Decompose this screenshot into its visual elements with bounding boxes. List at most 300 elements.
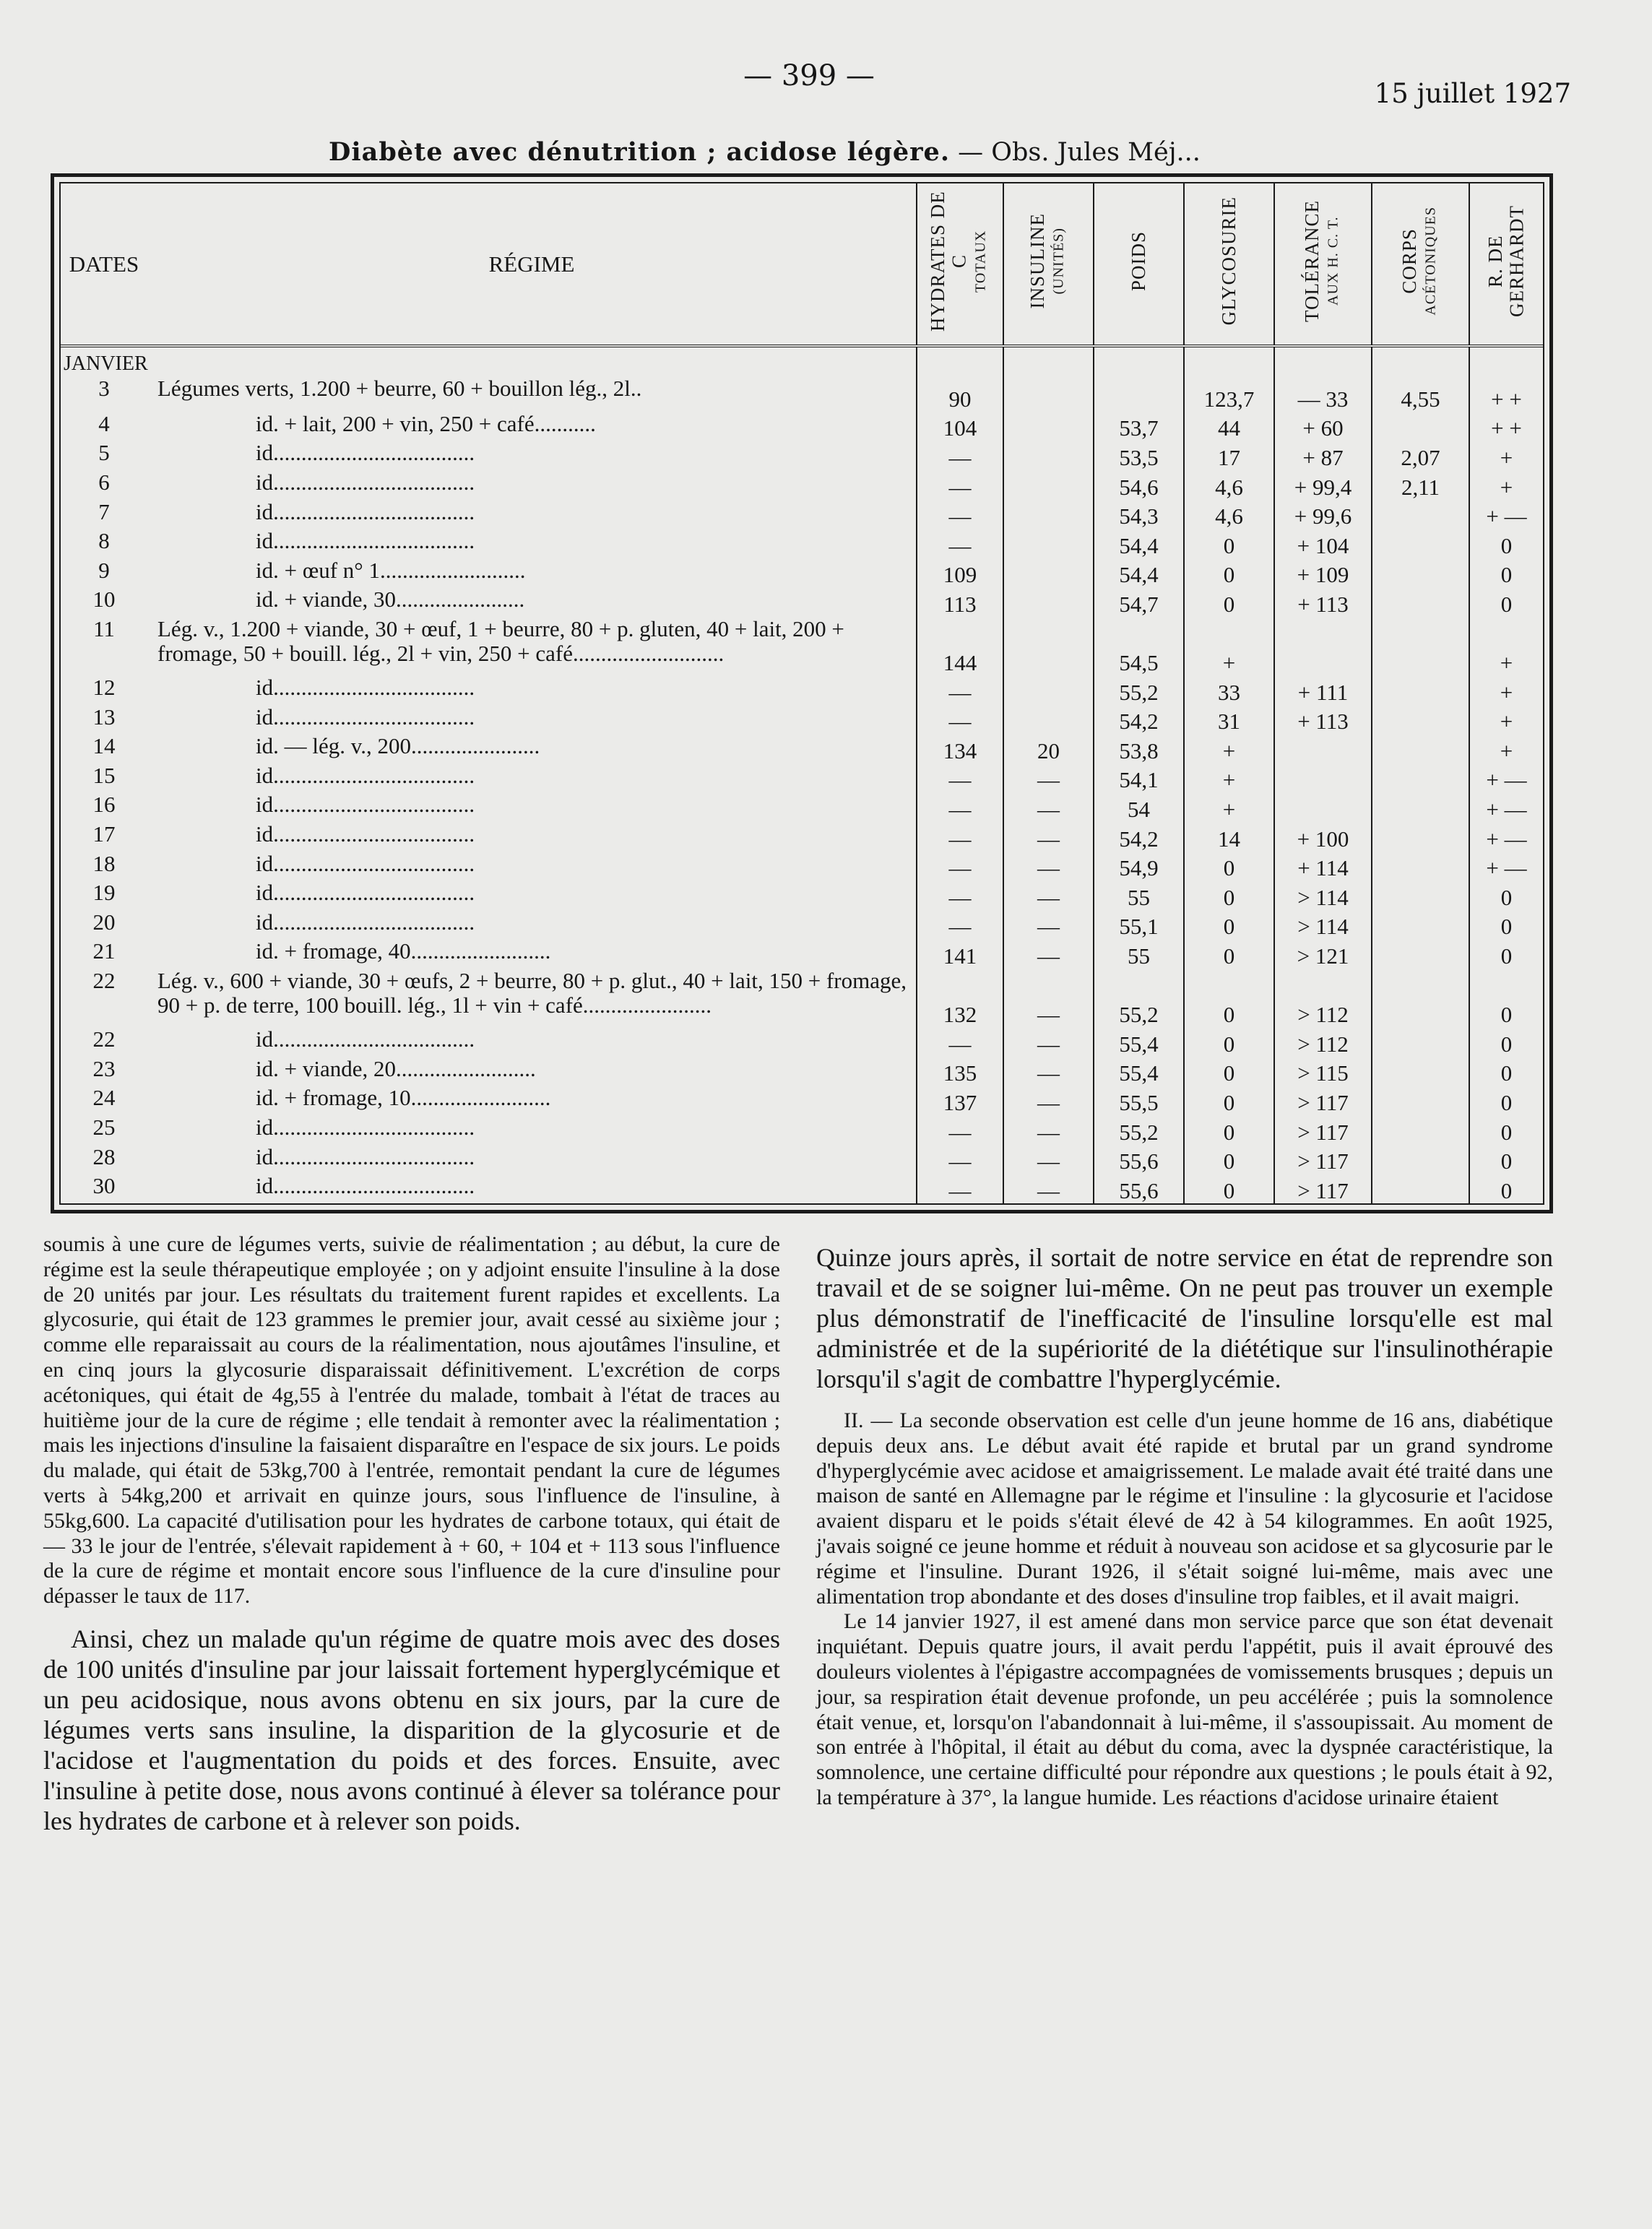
tolerance-cell: > 115: [1274, 1057, 1372, 1086]
corps-cell: [1372, 969, 1469, 1027]
left-paragraph-2: Ainsi, chez un malade qu'un régime de quatre mois avec des doses de 100 unités d'insuline par jour laissait fortement hyperglycémique et un peu acidosique, nous avons obtenu en six jours, par la cure de légumes verts sans insuline, la disparition de la glycosurie et de l'acidose et l'augmentation du poids et des forces. Ensuite, avec l'insuline à petite dose, nous avons continué à élever sa tolérance pour les hydrates de carbone et à relever son poids.: [43, 1624, 780, 1835]
header-insuline: INSULINE (UNITÉS): [1003, 183, 1094, 346]
page-header: [0, 0, 1652, 123]
corps-cell: 2,11: [1372, 470, 1469, 500]
table-row: [61, 763, 1543, 793]
date-cell: [61, 617, 147, 675]
table-body: [61, 346, 1543, 1203]
tolerance-cell: [1274, 763, 1372, 793]
table-row: [61, 822, 1543, 852]
right-paragraph-1: Quinze jours après, il sortait de notre service en état de reprendre son travail et de se soigner lui-même. On ne peut pas trouver un exemple plus démonstratif de l'inefficacité de l'insuline lorsqu'elle est mal administrée et de la supériorité de la diététique sur l'insulinothérapie lorsqu'il s'agit de combattre l'hyperglycémie.: [816, 1243, 1553, 1393]
insuline-cell: [1003, 675, 1094, 705]
tolerance-cell: > 117: [1274, 1086, 1372, 1115]
header-dates: DATES: [61, 183, 147, 346]
date-cell: [61, 1174, 147, 1203]
tolerance-cell: + 87: [1274, 441, 1372, 470]
hydrates-cell: 132: [917, 969, 1003, 1027]
date-value: 30: [92, 1173, 116, 1199]
corps-cell: [1372, 617, 1469, 675]
tolerance-cell: + 99,4: [1274, 470, 1372, 500]
tolerance-cell: — 33: [1274, 346, 1372, 412]
table-row: [61, 1145, 1543, 1174]
corps-cell: [1372, 852, 1469, 881]
date-cell: [61, 558, 147, 588]
corps-cell: [1372, 763, 1469, 793]
date-cell: [61, 969, 147, 1027]
hydrates-cell: —: [917, 1115, 1003, 1145]
regime-cell: id....................................: [256, 792, 475, 818]
insuline-cell: —: [1003, 1115, 1094, 1145]
table-row: [61, 675, 1543, 705]
glycosurie-cell: 31: [1184, 705, 1274, 735]
date-cell: [61, 852, 147, 881]
corps-cell: [1372, 734, 1469, 763]
regime-cell: id....................................: [256, 704, 475, 730]
date-value: 16: [92, 792, 116, 818]
glycosurie-cell: +: [1184, 763, 1274, 793]
gerhardt-cell: +: [1469, 734, 1543, 763]
date-value: 4: [98, 410, 110, 436]
gerhardt-cell: + +: [1469, 346, 1543, 412]
gerhardt-cell: 0: [1469, 1027, 1543, 1057]
poids-cell: 55,6: [1094, 1174, 1184, 1203]
hydrates-cell: 135: [917, 1057, 1003, 1086]
regime-cell: Lég. v., 1.200 + viande, 30 + œuf, 1 + beurre, 80 + p. gluten, 40 + lait, 200 + fromage, 50 + bouill. lég., 2l + vin, 250 + café...........................: [157, 615, 844, 666]
poids-cell: 55,2: [1094, 675, 1184, 705]
tolerance-cell: + 111: [1274, 675, 1372, 705]
date-cell: [61, 880, 147, 910]
date-value: 13: [92, 704, 116, 730]
date-value: 22: [92, 1026, 116, 1052]
gerhardt-cell: 0: [1469, 910, 1543, 940]
glycosurie-cell: 0: [1184, 1115, 1274, 1145]
tolerance-cell: > 117: [1274, 1115, 1372, 1145]
hydrates-cell: —: [917, 705, 1003, 735]
hydrates-cell: —: [917, 529, 1003, 558]
date-cell: [61, 792, 147, 822]
insuline-cell: —: [1003, 852, 1094, 881]
date-value: 28: [92, 1143, 116, 1169]
regime-cell: id. — lég. v., 200.......................: [256, 733, 540, 759]
table-row: [61, 1057, 1543, 1086]
gerhardt-cell: 0: [1469, 939, 1543, 969]
date-value: 9: [98, 557, 110, 583]
issue-date: 15 juillet 1927: [1374, 78, 1571, 109]
gerhardt-cell: 0: [1469, 558, 1543, 588]
date-cell: [61, 822, 147, 852]
insuline-cell: —: [1003, 939, 1094, 969]
table-heading: [329, 137, 1201, 167]
table-row: [61, 617, 1543, 675]
table-row: [61, 1115, 1543, 1145]
tolerance-cell: + 113: [1274, 705, 1372, 735]
table-row: [61, 969, 1543, 1027]
poids-cell: 54,4: [1094, 558, 1184, 588]
insuline-cell: —: [1003, 792, 1094, 822]
insuline-cell: [1003, 617, 1094, 675]
poids-cell: 54,7: [1094, 587, 1184, 617]
hydrates-cell: 104: [917, 412, 1003, 441]
corps-cell: [1372, 1115, 1469, 1145]
poids-cell: 55,6: [1094, 1145, 1184, 1174]
hydrates-cell: —: [917, 763, 1003, 793]
corps-cell: [1372, 705, 1469, 735]
tolerance-cell: + 100: [1274, 822, 1372, 852]
date-value: 20: [92, 909, 116, 935]
glycosurie-cell: 0: [1184, 852, 1274, 881]
tolerance-cell: + 114: [1274, 852, 1372, 881]
poids-cell: 54,4: [1094, 529, 1184, 558]
header-glycosurie: GLYCOSURIE: [1184, 183, 1274, 346]
date-cell: [61, 910, 147, 940]
date-cell: [61, 1057, 147, 1086]
insuline-cell: —: [1003, 1027, 1094, 1057]
regime-cell: id....................................: [256, 498, 475, 524]
insuline-cell: [1003, 470, 1094, 500]
hydrates-cell: —: [917, 1145, 1003, 1174]
regime-cell: id. + viande, 20.........................: [256, 1055, 536, 1081]
tolerance-cell: + 104: [1274, 529, 1372, 558]
observation-table: [61, 183, 1543, 1203]
glycosurie-cell: +: [1184, 792, 1274, 822]
table-row: [61, 500, 1543, 529]
hydrates-cell: —: [917, 675, 1003, 705]
corps-cell: [1372, 792, 1469, 822]
date-cell: [61, 441, 147, 470]
date-value: 21: [92, 938, 116, 964]
hydrates-cell: —: [917, 880, 1003, 910]
date-value: 24: [92, 1085, 116, 1111]
table-row: [61, 1174, 1543, 1203]
date-cell: [61, 500, 147, 529]
insuline-cell: —: [1003, 880, 1094, 910]
table-heading-observation: — Obs. Jules Méj...: [950, 138, 1201, 167]
table-row: [61, 346, 1543, 412]
hydrates-cell: —: [917, 822, 1003, 852]
hydrates-cell: 109: [917, 558, 1003, 588]
left-column: [43, 1232, 780, 1836]
tolerance-cell: [1274, 792, 1372, 822]
corps-cell: [1372, 675, 1469, 705]
glycosurie-cell: +: [1184, 734, 1274, 763]
date-value: 3: [98, 376, 110, 401]
glycosurie-cell: 0: [1184, 1057, 1274, 1086]
poids-cell: 55,1: [1094, 910, 1184, 940]
date-value: 11: [93, 615, 115, 641]
left-paragraph-1: soumis à une cure de légumes verts, suivie de réalimentation ; au début, la cure de régime est la seule thérapeutique employée ; on y adjoint ensuite l'insuline à la dose de 20 unités par jour. Les résultats du traitement furent rapides et excellents. La glycosurie, qui était de 123 grammes le premier jour, avait cessé au sixième jour ; comme elle reparaissait au cours de la réalimentation, nous ajoutâmes l'insuline, et en cinq jours la glycosurie disparaissait définitivement. L'excrétion de corps acétoniques, qui était de 4g,55 à l'entrée du malade, tombait à l'état de traces au huitième jour de la cure de régime ; elle tendait à remonter avec la réalimentation ; mais les injections d'insuline la faisaient disparaître en l'espace de six jours. Le poids du malade, qui était de 53kg,700 à l'entrée, remontait pendant la cure de légumes verts à 54kg,200 et arrivait en quinze jours, sous l'influence de l'insuline, à 55kg,600. La capacité d'utilisation pour les hydrates de carbone totaux, qui était de — 33 le jour de l'entrée, s'élevait rapidement à + 60, + 104 et + 113 sous l'influence de la cure de régime et montait encore sous l'influence de la cure d'insuline pour dépasser le taux de 117.: [43, 1232, 780, 1609]
gerhardt-cell: 0: [1469, 587, 1543, 617]
date-value: 17: [92, 821, 116, 847]
insuline-cell: [1003, 529, 1094, 558]
poids-cell: 54: [1094, 792, 1184, 822]
regime-cell: id....................................: [256, 1173, 475, 1199]
date-value: 15: [92, 762, 116, 788]
insuline-cell: [1003, 346, 1094, 412]
corps-cell: [1372, 1057, 1469, 1086]
glycosurie-cell: 0: [1184, 558, 1274, 588]
tolerance-cell: [1274, 617, 1372, 675]
insuline-cell: —: [1003, 969, 1094, 1027]
glycosurie-cell: 14: [1184, 822, 1274, 852]
page-number: — 399 —: [743, 59, 875, 92]
date-value: 19: [92, 880, 116, 906]
glycosurie-cell: 0: [1184, 880, 1274, 910]
regime-cell: id....................................: [256, 1026, 475, 1052]
date-cell: [61, 1145, 147, 1174]
corps-cell: [1372, 558, 1469, 588]
gerhardt-cell: +: [1469, 617, 1543, 675]
poids-cell: 53,7: [1094, 412, 1184, 441]
table-row: [61, 880, 1543, 910]
date-value: 6: [98, 469, 110, 495]
hydrates-cell: —: [917, 441, 1003, 470]
regime-cell: Légumes verts, 1.200 + beurre, 60 + bouillon lég., 2l..: [157, 376, 642, 401]
date-cell: [61, 705, 147, 735]
glycosurie-cell: 0: [1184, 910, 1274, 940]
table-row: [61, 852, 1543, 881]
header-poids: POIDS: [1094, 183, 1184, 346]
date-cell: [61, 1086, 147, 1115]
insuline-cell: 20: [1003, 734, 1094, 763]
hydrates-cell: —: [917, 500, 1003, 529]
hydrates-cell: —: [917, 910, 1003, 940]
glycosurie-cell: 0: [1184, 1145, 1274, 1174]
header-corps: CORPS ACÉTONIQUES: [1372, 183, 1469, 346]
corps-cell: [1372, 1174, 1469, 1203]
corps-cell: [1372, 822, 1469, 852]
gerhardt-cell: 0: [1469, 1057, 1543, 1086]
right-paragraph-3: Le 14 janvier 1927, il est amené dans mon service parce que son état devenait inquiétant. Depuis quatre jours, il avait perdu l'appétit, puis il avait éprouvé des douleurs violentes à l'épigastre accompagnées de vomissements brusques ; depuis un jour, sa respiration était devenue profonde, un peu accélérée ; puis la somnolence était venue, et, lorsqu'on l'abandonnait à lui-même, il s'assoupissait. Au moment de son entrée à l'hôpital, il était au début du coma, avec la dyspnée caractéristique, la somnolence, une certaine difficulté pour répondre aux questions ; le pouls était à 92, la température à 37°, la langue humide. Les réactions d'acidose urinaire étaient: [816, 1609, 1553, 1809]
poids-cell: 53,8: [1094, 734, 1184, 763]
table-row: [61, 441, 1543, 470]
date-cell: [61, 346, 147, 412]
gerhardt-cell: +: [1469, 441, 1543, 470]
gerhardt-cell: +: [1469, 705, 1543, 735]
glycosurie-cell: 0: [1184, 1174, 1274, 1203]
poids-cell: 54,1: [1094, 763, 1184, 793]
gerhardt-cell: + —: [1469, 822, 1543, 852]
tolerance-cell: + 60: [1274, 412, 1372, 441]
table-row: [61, 792, 1543, 822]
date-cell: [61, 412, 147, 441]
regime-cell: id....................................: [256, 762, 475, 788]
table-row: [61, 587, 1543, 617]
right-paragraph-2: II. — La seconde observation est celle d'un jeune homme de 16 ans, diabétique depuis deux ans. Le début avait été rapide et brutal par un grand syndrome d'hyperglycémie avec acidose et amaigrissement. Le malade avait été traité dans une maison de santé en Allemagne par le régime et l'insuline : la glycosurie et l'acidose avaient disparu et le poids s'était élevé de 42 à 54 kilogrammes. En août 1925, j'avais soigné ce jeune homme et réduit à nouveau son acidose et sa glycosurie par le régime et l'insuline. Durant 1926, il s'était soigné lui-même, mais avec une alimentation trop abondante et des doses d'insuline trop faibles, et il avait maigri.: [816, 1408, 1553, 1609]
table-row: [61, 412, 1543, 441]
glycosurie-cell: 123,7: [1184, 346, 1274, 412]
gerhardt-cell: 0: [1469, 880, 1543, 910]
corps-cell: [1372, 939, 1469, 969]
poids-cell: 54,5: [1094, 617, 1184, 675]
tolerance-cell: + 113: [1274, 587, 1372, 617]
tolerance-cell: [1274, 734, 1372, 763]
gerhardt-cell: + —: [1469, 500, 1543, 529]
date-cell: [61, 734, 147, 763]
insuline-cell: [1003, 705, 1094, 735]
regime-cell: id....................................: [256, 469, 475, 495]
regime-cell: id. + œuf n° 1..........................: [256, 557, 526, 583]
tolerance-cell: > 112: [1274, 969, 1372, 1027]
insuline-cell: [1003, 587, 1094, 617]
tolerance-cell: + 109: [1274, 558, 1372, 588]
insuline-cell: [1003, 441, 1094, 470]
gerhardt-cell: + +: [1469, 412, 1543, 441]
hydrates-cell: 137: [917, 1086, 1003, 1115]
poids-cell: 54,2: [1094, 705, 1184, 735]
regime-cell: id....................................: [256, 1143, 475, 1169]
hydrates-cell: 141: [917, 939, 1003, 969]
hydrates-cell: —: [917, 852, 1003, 881]
regime-cell: id....................................: [256, 440, 475, 466]
corps-cell: 4,55: [1372, 346, 1469, 412]
gerhardt-cell: 0: [1469, 1086, 1543, 1115]
gerhardt-cell: 0: [1469, 969, 1543, 1027]
insuline-cell: —: [1003, 910, 1094, 940]
table-row: [61, 705, 1543, 735]
hydrates-cell: 113: [917, 587, 1003, 617]
regime-cell: id. + lait, 200 + vin, 250 + café...........: [256, 410, 596, 436]
gerhardt-cell: 0: [1469, 1115, 1543, 1145]
table-row: [61, 1027, 1543, 1057]
regime-cell: id. + fromage, 10.........................: [256, 1085, 551, 1111]
gerhardt-cell: 0: [1469, 529, 1543, 558]
hydrates-cell: 134: [917, 734, 1003, 763]
glycosurie-cell: 44: [1184, 412, 1274, 441]
glycosurie-cell: 0: [1184, 969, 1274, 1027]
month-label: JANVIER: [64, 352, 148, 375]
poids-cell: 55,5: [1094, 1086, 1184, 1115]
table-row: [61, 734, 1543, 763]
regime-cell: id....................................: [256, 1114, 475, 1141]
date-value: 7: [98, 498, 110, 524]
glycosurie-cell: +: [1184, 617, 1274, 675]
tolerance-cell: > 121: [1274, 939, 1372, 969]
insuline-cell: —: [1003, 763, 1094, 793]
poids-cell: 54,3: [1094, 500, 1184, 529]
regime-cell: id....................................: [256, 850, 475, 876]
gerhardt-cell: 0: [1469, 1174, 1543, 1203]
glycosurie-cell: 0: [1184, 587, 1274, 617]
corps-cell: 2,07: [1372, 441, 1469, 470]
poids-cell: [1094, 346, 1184, 412]
date-value: 12: [92, 675, 116, 701]
gerhardt-cell: + —: [1469, 763, 1543, 793]
gerhardt-cell: 0: [1469, 1145, 1543, 1174]
glycosurie-cell: 4,6: [1184, 470, 1274, 500]
hydrates-cell: 144: [917, 617, 1003, 675]
date-value: 8: [98, 528, 110, 554]
insuline-cell: [1003, 500, 1094, 529]
regime-cell: id....................................: [256, 880, 475, 906]
table-row: [61, 529, 1543, 558]
insuline-cell: —: [1003, 1174, 1094, 1203]
glycosurie-cell: 4,6: [1184, 500, 1274, 529]
date-cell: [61, 763, 147, 793]
glycosurie-cell: 17: [1184, 441, 1274, 470]
poids-cell: 54,2: [1094, 822, 1184, 852]
glycosurie-cell: 0: [1184, 1027, 1274, 1057]
table-row: [61, 1086, 1543, 1115]
corps-cell: [1372, 910, 1469, 940]
date-cell: [61, 939, 147, 969]
tolerance-cell: > 112: [1274, 1027, 1372, 1057]
regime-cell: id....................................: [256, 909, 475, 935]
table-heading-title: Diabète avec dénutrition ; acidose légère.: [329, 137, 951, 167]
corps-cell: [1372, 587, 1469, 617]
regime-cell: id. + viande, 30.......................: [256, 587, 525, 613]
table-row: [61, 910, 1543, 940]
table-row: [61, 939, 1543, 969]
corps-cell: [1372, 1086, 1469, 1115]
glycosurie-cell: 33: [1184, 675, 1274, 705]
table-row: [61, 470, 1543, 500]
corps-cell: [1372, 1027, 1469, 1057]
poids-cell: 55,2: [1094, 969, 1184, 1027]
poids-cell: 54,6: [1094, 470, 1184, 500]
date-cell: [61, 529, 147, 558]
hydrates-cell: —: [917, 470, 1003, 500]
tolerance-cell: + 99,6: [1274, 500, 1372, 529]
tolerance-cell: > 117: [1274, 1145, 1372, 1174]
regime-cell: id....................................: [256, 821, 475, 847]
poids-cell: 55,2: [1094, 1115, 1184, 1145]
date-value: 10: [92, 587, 116, 613]
date-cell: [61, 470, 147, 500]
corps-cell: [1372, 412, 1469, 441]
hydrates-cell: —: [917, 1174, 1003, 1203]
glycosurie-cell: 0: [1184, 939, 1274, 969]
tolerance-cell: > 117: [1274, 1174, 1372, 1203]
header-gerhardt: R. DE GERHARDT: [1469, 183, 1543, 346]
insuline-cell: [1003, 412, 1094, 441]
insuline-cell: [1003, 558, 1094, 588]
gerhardt-cell: +: [1469, 470, 1543, 500]
corps-cell: [1372, 880, 1469, 910]
header-tolerance: TOLÉRANCE AUX H. C. T.: [1274, 183, 1372, 346]
hydrates-cell: —: [917, 1027, 1003, 1057]
corps-cell: [1372, 529, 1469, 558]
insuline-cell: —: [1003, 1145, 1094, 1174]
corps-cell: [1372, 1145, 1469, 1174]
insuline-cell: —: [1003, 1086, 1094, 1115]
gerhardt-cell: +: [1469, 675, 1543, 705]
insuline-cell: —: [1003, 822, 1094, 852]
glycosurie-cell: 0: [1184, 529, 1274, 558]
insuline-cell: —: [1003, 1057, 1094, 1086]
date-value: 18: [92, 850, 116, 876]
date-cell: [61, 587, 147, 617]
glycosurie-cell: 0: [1184, 1086, 1274, 1115]
date-value: 25: [92, 1114, 116, 1141]
right-column: [816, 1242, 1553, 1811]
date-cell: [61, 1027, 147, 1057]
poids-cell: 55,4: [1094, 1057, 1184, 1086]
corps-cell: [1372, 500, 1469, 529]
hydrates-cell: 90: [917, 346, 1003, 412]
tolerance-cell: > 114: [1274, 880, 1372, 910]
regime-cell: id. + fromage, 40.........................: [256, 938, 551, 964]
tolerance-cell: > 114: [1274, 910, 1372, 940]
poids-cell: 54,9: [1094, 852, 1184, 881]
hydrates-cell: —: [917, 792, 1003, 822]
poids-cell: 55: [1094, 939, 1184, 969]
header-hydrates: HYDRATES DE C TOTAUX: [917, 183, 1003, 346]
date-value: 22: [92, 968, 116, 994]
date-value: 5: [98, 440, 110, 466]
date-cell: [61, 1115, 147, 1145]
header-regime: RÉGIME: [147, 183, 917, 346]
poids-cell: 55,4: [1094, 1027, 1184, 1057]
